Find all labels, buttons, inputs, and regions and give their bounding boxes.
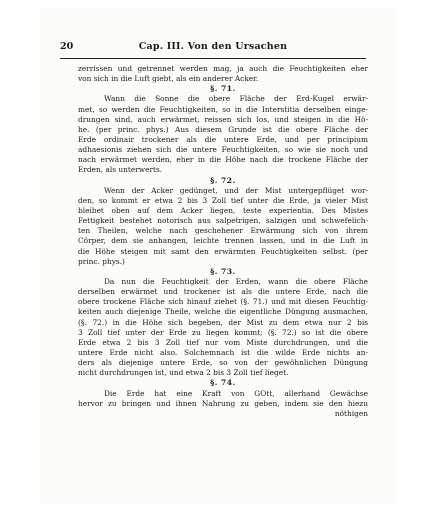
text-line: derselben erwärmet und trockener ist als die untere Erde, nach die [78,287,368,297]
text-line: 3 Zoll tief unter der Erde zu liegen kommt; (§. 72.) so ist die obere [78,327,368,337]
text-line: bleibet oben auf dem Acker liegen, teste experientia. Des Mistes [78,205,368,215]
text-line: untere Erde nicht also. Solchemnach ist die wilde Erde nichts an- [78,347,368,357]
text-line: ten Theilen, welche nach geschehener Erwärmung sich von ihrem [78,226,368,236]
page-number: 20 [60,41,74,52]
text-line: Fettigkeit bestehet notorisch aus salpetrigen, salzigen und schwefelich- [78,216,368,226]
text-line: adhaesionis ziehen sich die untere Feuchtigkeiten, so wie sie noch und [78,145,368,155]
section-heading: §. 72. [210,175,236,185]
text-line: he. (per princ. phys.) Aus diesem Grunde ist die obere Fläche der [78,124,368,134]
header-rule [60,58,366,59]
text-line: Erde ordinair trockener als die untere Erde, und per principium [78,134,368,144]
text-line: ders als diejenige untere Erde, so von der gewöhnlichen Düngung [78,358,368,368]
text-line: drungen sind, auch erwärmet, reissen sich los, und steigen in die Hö- [78,114,368,124]
text-line: keiten auch diejenige Theile, welche die eigentliche Düngung ausmachen, [78,307,368,317]
text-line: Die Erde hat eine Kraft von GOtt, allerhand Gewächse [104,388,368,398]
section-heading: §. 74. [210,378,236,388]
text-line: princ. phys.) [78,256,125,266]
text-line: von sich in die Luft giebt, als ein anderer Acker. [78,74,259,84]
text-line: nach erwärmet werden, eher in die Höhe nach die trockene Fläche der [78,155,368,165]
text-line: Erde etwa 2 bis 3 Zoll tief nur vom Miste durchdrungen, und die [78,337,368,347]
text-line: den, so kommt er etwa 2 bis 3 Zoll tief unter die Erde, ja vieler Mist [78,195,368,205]
section-heading: §. 73. [210,266,236,276]
text-line: nöthigen [334,408,368,418]
text-line: Erden, als unterwerts. [78,165,163,175]
section-heading: §. 71. [210,84,236,94]
text-line: Da nun die Feuchtigkeit der Erden, wann die obere Fläche [104,276,368,286]
text-line: Cörper, dem sie anhangen, leichte trennen lassen, und in die Luft in [78,236,368,246]
text-line: die Höhe steigen mit samt den erwärmten Feuchtigkeiten selbst. (per [78,246,368,256]
text-line: Wenn der Acker gedünget, und der Mist untergepflüget wor- [104,185,368,195]
text-line: Wann die Sonne die obere Fläche der Erd-Kugel erwär- [104,94,368,104]
text-line: zerrissen und getrennet werden mag, ja auch die Feuchtigkeiten eher [78,64,368,73]
text-line: (§. 72.) in die Höhe sich begeben, der Mist zu dem etwa nur 2 bis [78,317,368,327]
page-text [78,64,368,419]
text-line: nicht durchdrungen ist, und etwa 2 bis 3 Zoll tief lieget. [78,368,289,378]
text-line: hervor zu bringen und ihnen Nahrung zu geben, indem sie den hiezu [78,398,368,408]
running-header [60,41,366,59]
text-line: met, so werden die Feuchtigkeiten, so in die Interstitia derselben einge- [78,104,368,114]
text-line: obere trockene Fläche sich hinauf ziehet (§. 71.) und mit diesen Feuchtig- [78,297,368,307]
chapter-title: Cap. III. Von den Ursachen [138,41,288,52]
